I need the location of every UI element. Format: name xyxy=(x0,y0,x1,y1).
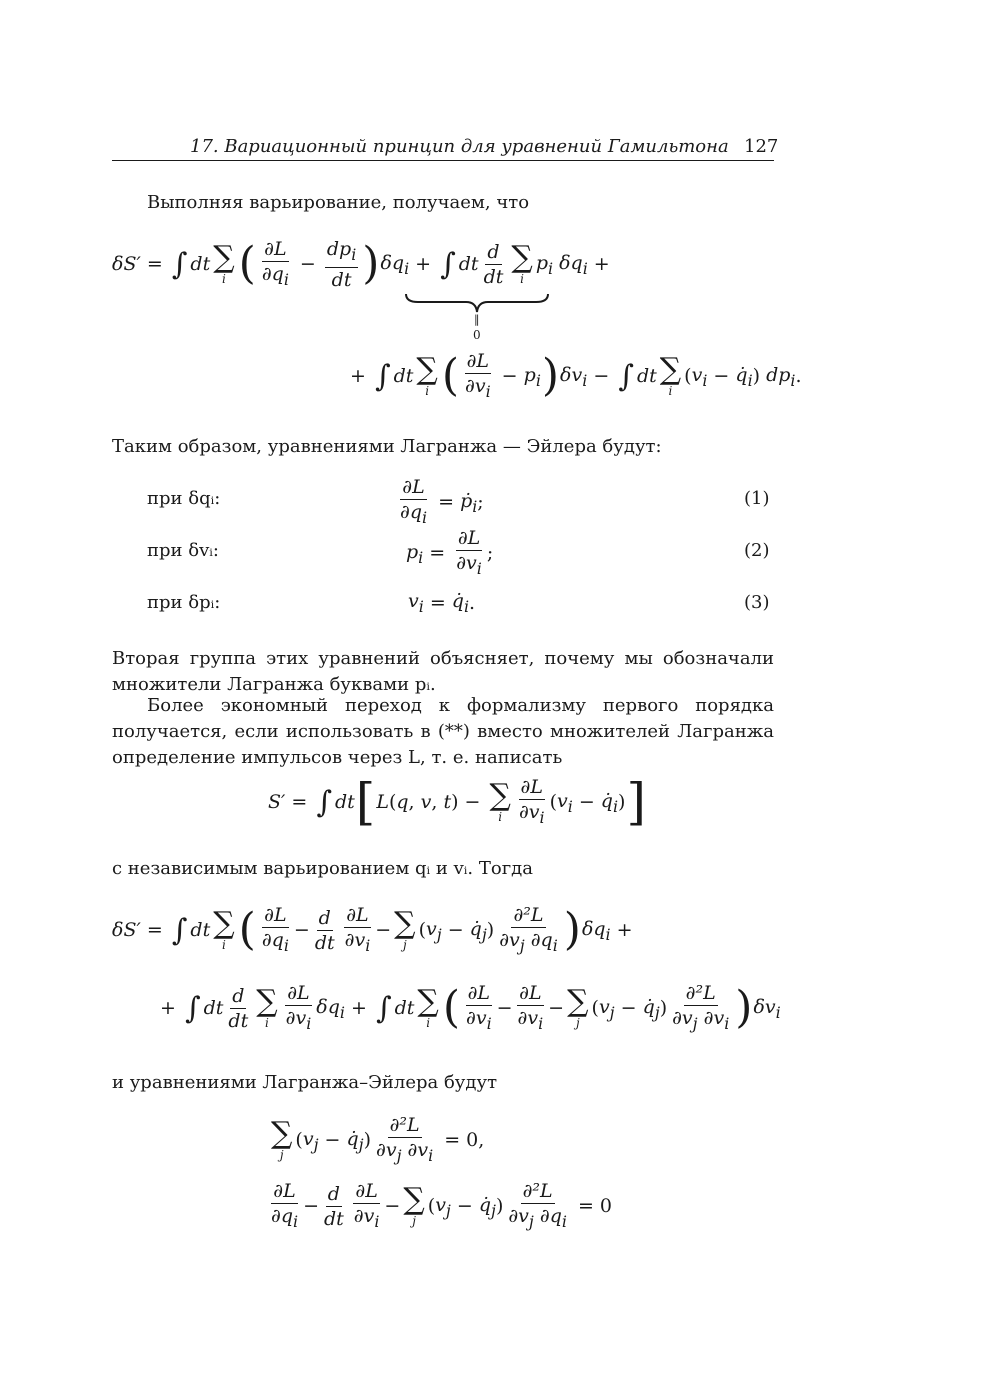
equation-variation2-line2: + ∫ dt $\frac{d}{dt}$ ∑ i $\frac{\partial L}{\partial v_i}$ $\delta q_i$ + ∫ dt ∑ i ( $\frac{\partial L}{\partial v_i}$ − $\frac{\partial L}{\partial v_i}$ − ∑ j ( $v_j$ − $q̇_j$ ) $\frac{\text{∂²L}}{\partial v_j \partial v_i}$ ) $\delta v_i$ xyxy=(160,982,781,1034)
paragraph-final-equations: и уравнениями Лагранжа–Эйлера будут xyxy=(112,1072,498,1093)
underbrace xyxy=(404,292,550,314)
equation-variation-line1: δS′ = ∫ dt ∑ i ( $\frac{\partial L}{\partial q_i}$ − $\frac{dp_i}{dt}$ ) $\delta q_i$ + ∫ dt $\frac{d}{dt}$ ∑ i $p_i$ $\delta q_i$ + xyxy=(112,238,610,291)
equation-3: $v_i$ = $q̇_i$ . xyxy=(408,590,476,616)
condition-label-1: при δqᵢ: xyxy=(147,488,221,509)
paragraph-lagrange-euler: Таким образом, уравнениями Лагранжа — Эйлера будут: xyxy=(112,436,662,457)
paragraph-second-group: Вторая группа этих уравнений объясняет, почему мы обозначали множители Лагранжа буквами pᵢ. xyxy=(112,648,774,695)
running-header-title: 17. Вариационный принцип для уравнений Гамильтона xyxy=(190,136,729,157)
equation-number-3: (3) xyxy=(744,592,770,613)
paragraph-economic-transition: Более экономный переход к формализму первого порядка получается, если использовать в (**) вместо множителей Лагранжа определение импульсов через L, т. е. написать xyxy=(112,695,774,768)
equals-sign-small: ‖ xyxy=(474,313,480,326)
equation-action-first-order: S′ = ∫ dt [ L ( q , v , t ) − ∑ i $\frac{\partial L}{\partial v_i}$ ( $v_i$ − $q̇_i$ ) ] xyxy=(268,773,646,832)
condition-label-3: при δpᵢ: xyxy=(147,592,221,613)
equation-final-2: $\frac{\partial L}{\partial q_i}$ − $\frac{d}{dt}$ $\frac{\partial L}{\partial v_i}$ − ∑ j ( $v_j$ − $q̇_j$ ) $\frac{\text{∂²L}}{\partial v_j \partial q_i}$ = 0 xyxy=(271,1180,613,1231)
equation-final-1: ∑ j ( $v_j$ − $q̇_j$ ) $\frac{\text{∂²L}}{\partial v_j \partial v_i}$ = 0, xyxy=(271,1114,485,1165)
paragraph-intro: Выполняя варьирование, получаем, что xyxy=(147,192,530,213)
equation-variation2-line1: δS′ = ∫ dt ∑ i ( $\frac{\partial L}{\partial q_i}$ − $\frac{d}{dt}$ $\frac{\partial L}{\partial v_i}$ − ∑ j ( $v_j$ − $q̇_j$ ) $\frac{\text{∂²L}}{\partial v_j \partial q_i}$ ) $\delta q_i$ + xyxy=(112,904,633,956)
equation-2: $p_i$ = $\frac{\partial L}{\partial v_i}$ ; xyxy=(406,527,494,578)
header-rule xyxy=(112,160,774,161)
page-number: 127 xyxy=(744,136,779,157)
equation-number-1: (1) xyxy=(744,488,770,509)
equation-1: $\frac{\partial L}{\partial q_i}$ = ṗ$_i$ ; xyxy=(400,476,484,527)
underbrace-value: 0 xyxy=(473,328,481,342)
equation-number-2: (2) xyxy=(744,540,770,561)
paragraph-independent-variation: с независимым варьированием qᵢ и vᵢ. Тогда xyxy=(112,858,533,879)
condition-label-2: при δvᵢ: xyxy=(147,540,219,561)
equation-variation-line2: + ∫ dt ∑ i ( $\frac{\partial L}{\partial v_i}$ − $p_i$ ) $\delta v_i$ − ∫ dt ∑ i ( $v_i$ − $q̇_i$ ) $dp_i$ . xyxy=(350,350,802,402)
